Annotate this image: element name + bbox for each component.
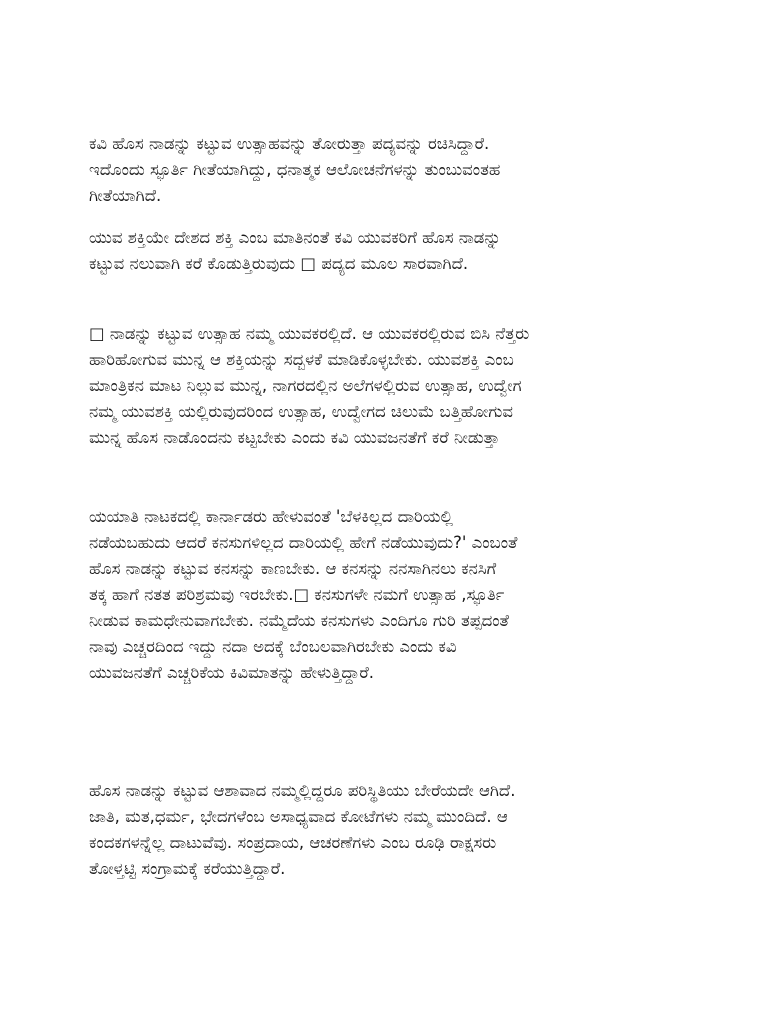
text-line: ನೀಡುವ ಕಾಮಧೇನುವಾಗಬೇಕು. ನಮ್ಮೆದೆಯ ಕನಸುಗಳು ಎಂದಿಗೂ ಗುರಿ ತಪ್ಪದಂತೆ — [89, 611, 509, 630]
text-line: ಹಾರಿಹೋಗುವ ಮುನ್ನ ಆ ಶಕ್ತಿಯನ್ನು ಸದ್ಬಳಕೆ ಮಾಡಿಕೊಳ್ಳಬೇಕು. ಯುವಶಕ್ತಿ ಎಂಬ — [89, 350, 514, 369]
text-line: ಯಯಾತಿ ನಾಟಕದಲ್ಲಿ ಕಾರ್ನಾಡರು ಹೇಳುವಂತೆ 'ಬೆಳಕಿಲ್ಲದ ದಾರಿಯಲ್ಲಿ — [89, 507, 453, 526]
text-line: ಯುವಜನತೆಗೆ ಎಚ್ಚರಿಕೆಯ ಕಿವಿಮಾತನ್ನು ಹೇಳುತ್ತಿದ್ದಾರೆ. — [89, 663, 375, 682]
paragraph-youth-power — [89, 225, 689, 277]
text-line: ನಾವು ಎಚ್ಚರದಿಂದ ಇದ್ದು ನದಾ ಅದಕ್ಕೆ ಬೆಂಬಲವಾಗಿರಬೇಕು ಎಂದು ಕವಿ — [89, 637, 457, 656]
text-line: ಕವಿ ಹೊಸ ನಾಡನ್ನು ಕಟ್ಟುವ ಉತ್ಸಾಹವನ್ನು ತೋರುತ್ತಾ ಪದ್ಯವನ್ನು ರಚಿಸಿದ್ದಾರೆ. — [89, 134, 490, 153]
text-line: ನಡೆಯಬಹುದು ಆದರೆ ಕನಸುಗಳಿಲ್ಲದ ದಾರಿಯಲ್ಲಿ ಹೇಗೆ ನಡೆಯುವುದು?' ಎಂಬಂತೆ — [89, 533, 518, 552]
text-line: ತಕ್ಕ ಹಾಗೆ ನತತ ಪರಿಶ್ರಮವು ಇರಬೇಕು.□ ಕನಸುಗಳೇ ನಮಗೆ ಉತ್ಸಾಹ ,ಸ್ಫೂರ್ತಿ — [89, 585, 505, 604]
text-line: ಇದೊಂದು ಸ್ಫೂರ್ತಿ ಗೀತೆಯಾಗಿದ್ದು, ಧನಾತ್ಮಕ ಆಲೋಚನೆಗಳನ್ನು ತುಂಬುವಂತಹ — [89, 160, 501, 179]
text-line: ನಮ್ಮ ಯುವಶಕ್ತಿ ಯಲ್ಲಿರುವುದರಿಂದ ಉತ್ಸಾಹ, ಉದ್ವೇಗದ ಚಿಲುಮೆ ಬತ್ತಿಹೋಗುವ — [89, 402, 514, 421]
paragraph-obstacles — [89, 778, 689, 882]
paragraph-intro — [89, 131, 689, 209]
text-line: ಹೊಸ ನಾಡನ್ನು ಕಟ್ಟುವ ಆಶಾವಾದ ನಮ್ಮಲ್ಲಿದ್ದರೂ ಪರಿಸ್ಥಿತಿಯು ಬೇರೆಯದೇ ಆಗಿದೆ. — [89, 781, 516, 800]
text-line: ಮುನ್ನ ಹೊಸ ನಾಡೊಂದನು ಕಟ್ಟಬೇಕು ಎಂದು ಕವಿ ಯುವಜನತೆಗೆ ಕರೆ ನೀಡುತ್ತಾ — [89, 428, 500, 447]
text-line: ತೋಳ್ತಟ್ಟಿ ಸಂಗ್ರಾಮಕ್ಕೆ ಕರೆಯುತ್ತಿದ್ದಾರೆ. — [89, 859, 286, 878]
text-line: ಮಾಂತ್ರಿಕನ ಮಾಟ ನಿಲ್ಲುವ ಮುನ್ನ, ನಾಗರದಲ್ಲಿನ ಅಲೆಗಳಲ್ಲಿರುವ ಉತ್ಸಾಹ, ಉದ್ವೇಗ — [89, 376, 522, 395]
text-line: ಕಂದಕಗಳನ್ನೆಲ್ಲ ದಾಟುವೆವು. ಸಂಪ್ರದಾಯ, ಆಚರಣೆಗಳು ಎಂಬ ರೂಢಿ ರಾಕ್ಷಸರು — [89, 833, 497, 852]
paragraph-enthusiasm — [89, 321, 689, 451]
text-line: □ ನಾಡನ್ನು ಕಟ್ಟುವ ಉತ್ಸಾಹ ನಮ್ಮ ಯುವಕರಲ್ಲಿದೆ. ಆ ಯುವಕರಲ್ಲಿರುವ ಬಿಸಿ ನೆತ್ತರು — [89, 324, 530, 343]
paragraph-dreams — [89, 504, 689, 686]
text-line: ಕಟ್ಟುವ ನಲುವಾಗಿ ಕರೆ ಕೊಡುತ್ತಿರುವುದು □ ಪದ್ಯದ ಮೂಲ ಸಾರವಾಗಿದೆ. — [89, 254, 469, 273]
text-line: ಗೀತೆಯಾಗಿದೆ. — [89, 186, 162, 205]
text-line: ಹೊಸ ನಾಡನ್ನು ಕಟ್ಟುವ ಕನಸನ್ನು ಕಾಣಬೇಕು. ಆ ಕನಸನ್ನು ನನಸಾಗಿನಲು ಕನಸಿಗೆ — [89, 559, 497, 578]
text-line: ಜಾತಿ, ಮತ,ಧರ್ಮ, ಭೇದಗಳೆಂಬ ಅಸಾಧ್ಯವಾದ ಕೋಟೆಗಳು ನಮ್ಮ ಮುಂದಿದೆ. ಆ — [89, 807, 508, 826]
text-line: ಯುವ ಶಕ್ತಿಯೇ ದೇಶದ ಶಕ್ತಿ ಎಂಬ ಮಾತಿನಂತೆ ಕವಿ ಯುವಕರಿಗೆ ಹೊಸ ನಾಡನ್ನು — [89, 228, 501, 247]
